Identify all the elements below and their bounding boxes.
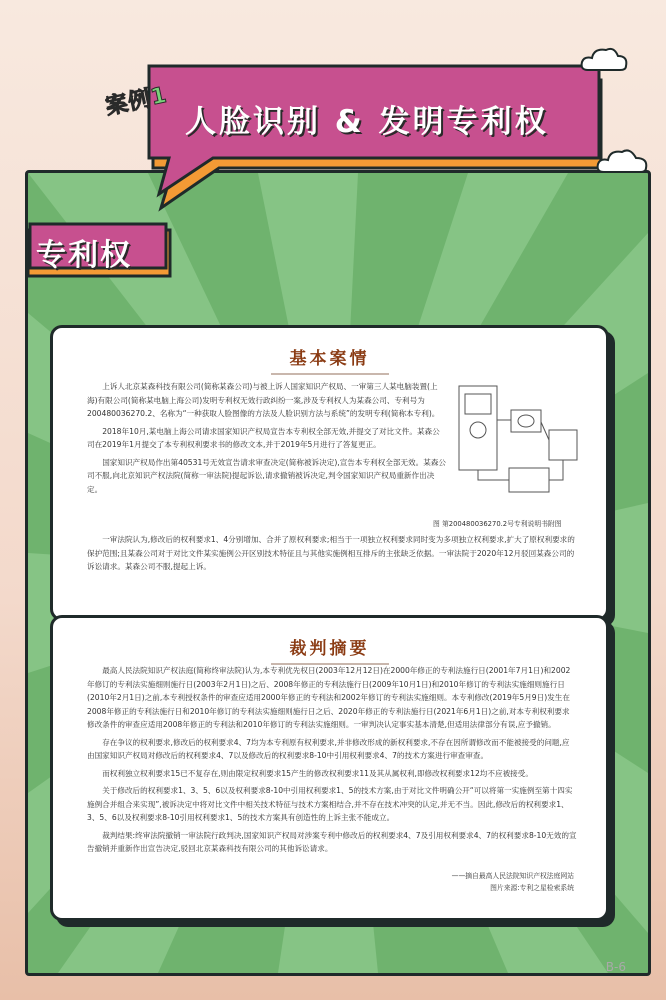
paragraph: 2018年10月,某电脑上海公司请求国家知识产权局宣告本专利权全部无效,并提交了对比文件。某森公司在2019年1月提交了本专利权利要求书的修改文本,并于2019年5月进行了答复更正。: [87, 426, 440, 449]
judgment-summary-card: [50, 615, 609, 921]
page-title: 人脸识别 & 发明专利权: [185, 104, 549, 140]
basic-case-text-bottom: [87, 533, 577, 578]
section-tag: [26, 222, 174, 278]
paragraph: 一审法院认为,修改后的权利要求1、4分别增加、合并了原权利要求;相当于一项独立权利要求同时变为多项独立权利要求,扩大了原权利要求的保护范围;且某森公司对于对比文件某实施例公开区别技术特征且与其他实施例相互排斥的主张缺乏依据。一审法院于2020年12月驳回某森公司的诉讼请求。某森公司不服,提起上诉。: [87, 535, 575, 571]
paragraph: 关于修改后的权利要求1、3、5、6以及权利要求8-10中引用权利要求1、5的技术方案,由于对比文件明确公开“可以将第一实施例至第十四实施例合并组合来实现”,被诉决定中将对比文件中相关技术特征与技术方案相结合,并不存在技术冲突的认定,并无不当。因此,修改后的权利要求1、3、5、6以及权利要求8-10引用权利要求1、5的技术方案具有创造性的上诉主张不能成立。: [87, 786, 573, 822]
judgment-summary-text: [87, 664, 577, 860]
basic-case-text: [87, 380, 447, 500]
image-source-line: 图片来源:专利之星检索系统: [490, 884, 574, 892]
basic-case-card: [50, 325, 609, 621]
page-number: B-6: [605, 960, 626, 974]
hero-title-banner: [97, 62, 607, 178]
paragraph: 裁判结果:终审法院撤销一审法院行政判决,国家知识产权局对涉案专利中修改后的权利要求4、7及引用权利要求4、7的权利要求8-10无效的宣告撤销并重新作出宣告决定,驳回北京某森科技有限公司的其他诉讼请求。: [87, 830, 577, 853]
paragraph: 最高人民法院知识产权法庭(简称终审法院)认为,本专利优先权日(2003年12月12日)在2000年修正的专利法施行日(2001年7月1日)和2002年修订的专利法实施细则施行日(2003年2月1日)之后、2008年修正的专利法施行日(2009年10月1日)和2010年修订的专利法实施细则施行日(2010年2月1日)之前,本专利授权条件的审查应适用2000年修正的专利法和2002年修订的专利法实施细则。本专利修改(2019年5月9日)发生在2008年修正的专利法施行日和2010年修订的专利法实施细则施行日之后、2020年修正的专利法施行日(2021年6月1日)之前,对本专利权利要求修改条件的审查应适用2008年修正的专利法和2010年修订的专利法实施细则。一审判决认定事实基本清楚,但适用法律部分有误,应予撤销。: [87, 666, 571, 729]
paragraph: 上诉人北京某森科技有限公司(简称某森公司)与被上诉人国家知识产权局、一审第三人某电脑装置(上海)有限公司(简称某电脑上海公司)发明专利权无效行政纠纷一案,涉及专利权人为某森公司、专利号为200480036270.2、名称为“一种获取人脸图像的方法及人脸识别方法与系统”的发明专利(简称本专利)。: [87, 382, 440, 418]
cloud-icon: [596, 146, 652, 176]
source-credits: [452, 870, 574, 894]
paragraph: 国家知识产权局作出第40531号无效宣告请求审查决定(简称被诉决定),宣告本专利权全部无效。某森公司不服,向北京知识产权法院(简称一审法院)提起诉讼,请求撤销被诉决定,判令国家知识产权局重新作出决定。: [87, 457, 447, 494]
case-badge: 案例1: [103, 82, 170, 121]
cloud-icon: [580, 46, 630, 74]
basic-case-title: 基本案情: [53, 344, 606, 375]
paragraph: 而权利独立权利要求15已不复存在,则由限定权利要求15产生的修改权利要求11及其从属权利,即修改权利要求12均不应被接受。: [102, 768, 533, 778]
source-line: ——摘自最高人民法院知识产权法庭网站: [451, 872, 574, 880]
patent-drawing-figure: [451, 380, 583, 512]
section-tag-label: 专利权: [36, 238, 132, 273]
figure-caption: 图 第200480036270.2号专利说明书附图: [433, 520, 562, 528]
judgment-summary-title: 裁判摘要: [53, 634, 606, 665]
paragraph: 存在争议的权利要求,修改后的权利要求4、7均为本专利原有权利要求,并非修改形成的新权利要求,不存在因所谓修改而不能被接受的问题,应由国家知识产权局对修改后的权利要求4、7以及修改后的权利要求8-10中引用权利要求4、7的技术方案进行审查审查。: [87, 737, 570, 760]
